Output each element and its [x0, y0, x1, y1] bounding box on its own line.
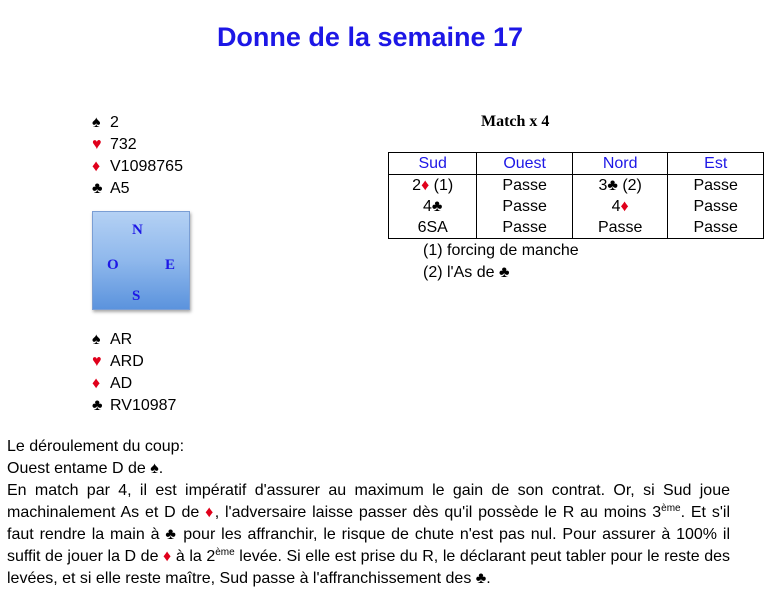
table-row — [389, 217, 764, 239]
bid-level: 4 — [423, 197, 432, 215]
bid-cell: 6SA — [389, 217, 477, 239]
diamond-icon: ♦ — [92, 375, 101, 392]
north-spades-line — [92, 112, 183, 134]
note-2-text: (2) l'As de — [423, 264, 499, 281]
south-diamonds: AD — [110, 375, 133, 392]
south-clubs-line — [92, 395, 176, 417]
note-2 — [423, 262, 579, 284]
bid-level: 2 — [412, 176, 422, 194]
south-diamonds-line — [92, 373, 176, 395]
commentary — [7, 436, 730, 590]
diamond-icon: ♦ — [421, 176, 430, 194]
compass-east: E — [165, 257, 176, 273]
north-diamonds: V1098765 — [110, 158, 183, 175]
club-icon: ♣ — [92, 180, 103, 197]
compass-north: N — [132, 222, 143, 238]
commentary-heading: Le déroulement du coup: — [7, 438, 185, 455]
north-clubs-line — [92, 178, 183, 200]
table-row — [389, 175, 764, 197]
bid-cell — [389, 175, 477, 197]
north-hand — [92, 112, 183, 200]
spade-icon: ♠ — [150, 460, 159, 477]
bid-cell: Passe — [477, 217, 573, 239]
club-icon: ♣ — [431, 197, 443, 215]
bid-cell: Passe — [668, 175, 764, 197]
ordinal-suffix: ème — [661, 503, 681, 514]
diamond-icon: ♦ — [92, 158, 101, 175]
analysis-text: à la 2 — [171, 548, 216, 565]
lead-text: Ouest entame D de — [7, 460, 151, 477]
south-hearts: ARD — [110, 353, 144, 370]
analysis-text: . Et s'il faut rendre la main à — [7, 504, 730, 543]
match-format: Match x 4 — [481, 113, 550, 130]
heart-icon: ♥ — [92, 136, 102, 153]
north-diamonds-line — [92, 156, 183, 178]
compass-west: O — [107, 257, 119, 273]
bidding-notes — [423, 240, 579, 284]
diamond-icon: ♦ — [620, 197, 629, 215]
ordinal-suffix: ème — [215, 547, 235, 558]
club-icon: ♣ — [165, 526, 178, 543]
analysis-text: . — [486, 570, 491, 587]
bid-note: (2) — [617, 176, 642, 194]
table-row — [389, 196, 764, 217]
bid-cell: Passe — [477, 196, 573, 217]
north-spades: 2 — [110, 114, 119, 131]
bid-level: 3 — [598, 176, 608, 194]
bidding-table — [388, 152, 764, 239]
bid-cell — [572, 175, 668, 197]
spade-icon: ♠ — [92, 331, 101, 348]
heart-icon: ♥ — [92, 353, 102, 370]
opening-lead — [7, 458, 730, 480]
analysis-paragraph — [7, 480, 730, 590]
club-icon: ♣ — [607, 176, 618, 194]
compass-south: S — [132, 288, 141, 304]
club-icon: ♣ — [475, 570, 487, 587]
lead-end: . — [158, 460, 164, 477]
analysis-text: En match par 4, il est impératif d'assurer au maximum le gain de son contrat. Or, si Sud joue machinalement As et D de — [7, 482, 730, 521]
page-title: Donne de la semaine 17 — [216, 22, 524, 52]
header-nord: Nord — [572, 153, 668, 175]
analysis-text: levée. Si elle est prise du R, le déclarant peut tabler pour le reste des levées, et si elle reste maître, Sud passe à l'affranchissement des — [7, 548, 731, 587]
spade-icon: ♠ — [92, 114, 101, 131]
south-spades-line — [92, 329, 176, 351]
north-hearts: 732 — [110, 136, 137, 153]
south-spades: AR — [110, 331, 133, 348]
bid-cell: Passe — [477, 175, 573, 197]
bid-note: (1) — [429, 176, 454, 194]
header-ouest: Ouest — [477, 153, 573, 175]
club-icon: ♣ — [498, 264, 510, 281]
bid-level: 4 — [611, 197, 621, 215]
bid-cell — [389, 196, 477, 217]
south-clubs: RV10987 — [110, 397, 177, 414]
north-hearts-line — [92, 134, 183, 156]
note-1: (1) forcing de manche — [423, 242, 579, 259]
bid-cell: Passe — [572, 217, 668, 239]
analysis-text: pour les affranchir, le risque de chute n'est pas nul. Pour assurer à 100% il suffit de jouer la D de — [7, 526, 731, 565]
diamond-icon: ♦ — [205, 504, 215, 521]
south-hand — [92, 329, 176, 417]
compass-box — [92, 211, 190, 310]
analysis-text: , l'adversaire laisse passer dès qu'il possède le R au moins 3 — [214, 504, 662, 521]
header-sud: Sud — [389, 153, 477, 175]
header-est: Est — [668, 153, 764, 175]
diamond-icon: ♦ — [163, 548, 172, 565]
bid-cell — [572, 196, 668, 217]
north-clubs: A5 — [110, 180, 130, 197]
club-icon: ♣ — [92, 397, 103, 414]
bid-cell: Passe — [668, 217, 764, 239]
south-hearts-line — [92, 351, 176, 373]
bidding-header-row — [389, 153, 764, 175]
bid-cell: Passe — [668, 196, 764, 217]
